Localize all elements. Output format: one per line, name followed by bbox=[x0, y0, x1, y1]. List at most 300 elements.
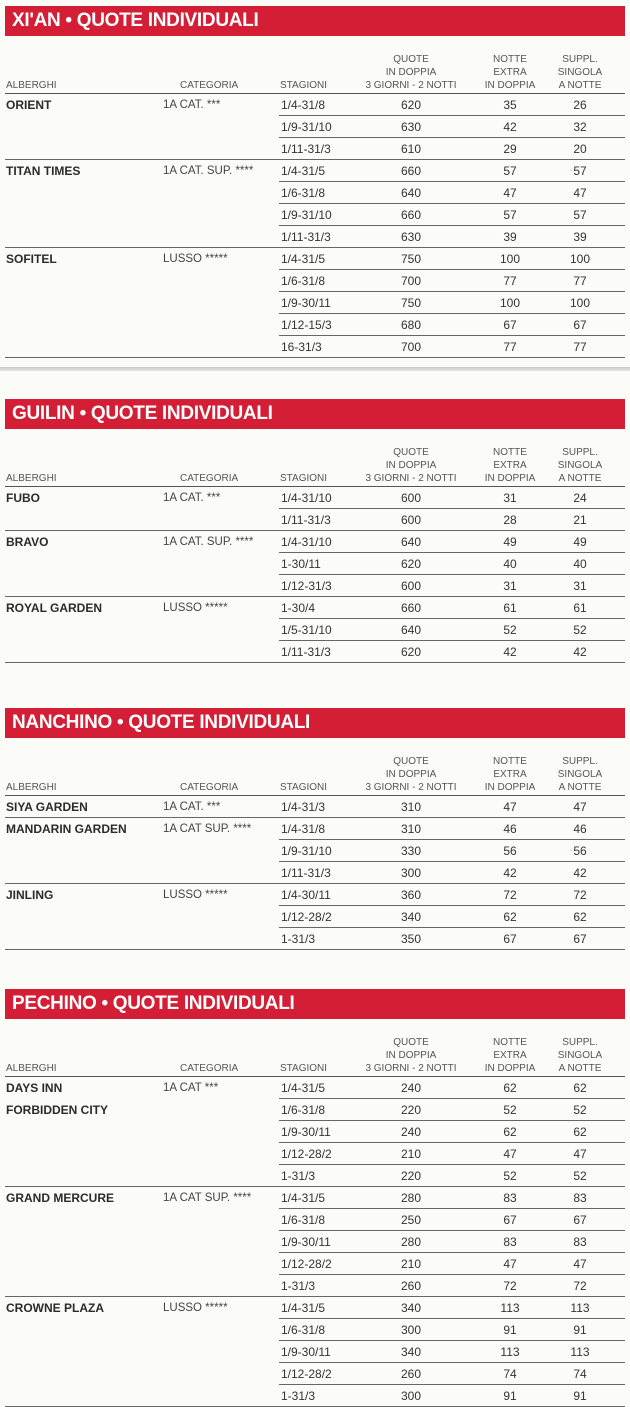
table-row bbox=[5, 906, 625, 928]
hotel-category: 1A CAT. *** bbox=[163, 492, 221, 504]
single-suppl-cell: 47 bbox=[573, 800, 587, 814]
section-title: GUILIN • QUOTE INDIVIDUALI bbox=[5, 399, 625, 429]
season-cell: 1/6-31/8 bbox=[281, 1103, 326, 1117]
header-notte-extra bbox=[480, 1036, 540, 1075]
header-notte-extra-line: IN DOPPIA bbox=[484, 1063, 536, 1074]
extra-night-cell: 49 bbox=[503, 535, 517, 549]
section-title: XI'AN • QUOTE INDIVIDUALI bbox=[5, 6, 625, 36]
table-row bbox=[5, 1231, 625, 1253]
table-row bbox=[5, 1385, 625, 1407]
single-suppl-cell: 62 bbox=[573, 1125, 587, 1139]
season-cell: 1/4-31/3 bbox=[281, 800, 326, 814]
table-row bbox=[5, 1077, 625, 1099]
price-double-cell: 340 bbox=[400, 1345, 422, 1359]
season-cell: 1/11-31/3 bbox=[281, 142, 331, 156]
table-row bbox=[5, 619, 625, 641]
price-double-cell: 600 bbox=[400, 579, 422, 593]
table-row bbox=[5, 138, 625, 160]
extra-night-cell: 47 bbox=[503, 1147, 517, 1161]
single-suppl-cell: 40 bbox=[573, 557, 587, 571]
header-notte-extra-line: IN DOPPIA bbox=[484, 80, 536, 91]
hotel-name: FORBIDDEN CITY bbox=[6, 1103, 108, 1117]
price-double-cell: 660 bbox=[400, 164, 422, 178]
header-suppl-singola bbox=[550, 446, 610, 485]
season-cell: 1/4-31/5 bbox=[281, 164, 326, 178]
header-alberghi-line: ALBERGHI bbox=[6, 473, 57, 484]
extra-night-cell: 67 bbox=[503, 1213, 517, 1227]
hotel-category: LUSSO ***** bbox=[163, 889, 228, 901]
season-cell: 1/6-31/8 bbox=[281, 1213, 326, 1227]
hotel-name: SOFITEL bbox=[6, 252, 57, 266]
hotel-name: DAYS INN bbox=[6, 1081, 63, 1095]
table-row bbox=[5, 1099, 625, 1121]
header-notte-extra-line: EXTRA bbox=[493, 769, 527, 780]
table-row bbox=[5, 1275, 625, 1297]
extra-night-cell: 113 bbox=[500, 1345, 520, 1359]
season-cell: 1-31/3 bbox=[281, 1279, 316, 1293]
price-double-cell: 310 bbox=[400, 800, 422, 814]
price-table-guilin bbox=[5, 399, 625, 663]
price-double-cell: 260 bbox=[400, 1279, 422, 1293]
price-double-cell: 310 bbox=[400, 822, 422, 836]
extra-night-cell: 91 bbox=[503, 1389, 517, 1403]
header-categoria bbox=[180, 781, 238, 794]
single-suppl-cell: 31 bbox=[573, 579, 587, 593]
single-suppl-cell: 83 bbox=[573, 1191, 587, 1205]
table-header bbox=[5, 429, 625, 487]
price-double-cell: 350 bbox=[400, 932, 422, 946]
section-title: NANCHINO • QUOTE INDIVIDUALI bbox=[5, 708, 625, 738]
price-double-cell: 660 bbox=[400, 601, 422, 615]
price-double-cell: 640 bbox=[400, 623, 422, 637]
table-row bbox=[5, 840, 625, 862]
row-rule bbox=[5, 949, 625, 950]
extra-night-cell: 83 bbox=[503, 1191, 517, 1205]
header-notte-extra bbox=[480, 755, 540, 794]
table-row bbox=[5, 1143, 625, 1165]
extra-night-cell: 74 bbox=[503, 1367, 517, 1381]
price-double-cell: 220 bbox=[400, 1169, 422, 1183]
single-suppl-cell: 24 bbox=[573, 491, 587, 505]
hotel-category: 1A CAT. SUP. **** bbox=[163, 536, 254, 548]
header-quote-line: QUOTE bbox=[393, 54, 429, 65]
hotel-category: LUSSO ***** bbox=[163, 1302, 228, 1314]
extra-night-cell: 100 bbox=[499, 296, 521, 310]
single-suppl-cell: 67 bbox=[573, 932, 587, 946]
header-suppl-singola-line: SUPPL. bbox=[562, 54, 598, 65]
extra-night-cell: 57 bbox=[503, 164, 517, 178]
single-suppl-cell: 47 bbox=[573, 186, 587, 200]
price-double-cell: 340 bbox=[400, 910, 422, 924]
table-row bbox=[5, 226, 625, 248]
table-header bbox=[5, 1019, 625, 1077]
season-cell: 1-31/3 bbox=[281, 932, 316, 946]
season-cell: 1/9-31/10 bbox=[281, 120, 332, 134]
header-suppl-singola bbox=[550, 53, 610, 92]
extra-night-cell: 40 bbox=[503, 557, 517, 571]
header-alberghi bbox=[6, 472, 57, 485]
season-cell: 1/9-30/11 bbox=[281, 1345, 331, 1359]
season-cell: 1/9-30/11 bbox=[281, 1125, 331, 1139]
extra-night-cell: 31 bbox=[503, 491, 517, 505]
price-double-cell: 750 bbox=[400, 252, 422, 266]
table-row bbox=[5, 553, 625, 575]
header-quote-line: QUOTE bbox=[393, 756, 429, 767]
season-cell: 1/4-31/5 bbox=[281, 1301, 326, 1315]
price-double-cell: 240 bbox=[400, 1125, 422, 1139]
table-row bbox=[5, 204, 625, 226]
header-stagioni-line: STAGIONI bbox=[280, 782, 328, 793]
table-row bbox=[5, 1297, 625, 1319]
extra-night-cell: 52 bbox=[503, 623, 517, 637]
header-quote-line: QUOTE bbox=[393, 1037, 429, 1048]
header-quote-line: 3 GIORNI - 2 NOTTI bbox=[365, 473, 457, 484]
season-cell: 1/4-31/8 bbox=[281, 98, 326, 112]
season-cell: 1/4-31/10 bbox=[281, 491, 332, 505]
price-table-xian bbox=[5, 6, 625, 358]
hotel-category: LUSSO ***** bbox=[163, 602, 228, 614]
extra-night-cell: 28 bbox=[503, 513, 517, 527]
extra-night-cell: 47 bbox=[503, 1257, 517, 1271]
header-notte-extra bbox=[480, 53, 540, 92]
table-row bbox=[5, 248, 625, 270]
table-row bbox=[5, 1165, 625, 1187]
section-divider bbox=[0, 367, 630, 371]
price-double-cell: 300 bbox=[400, 1389, 422, 1403]
hotel-category: 1A CAT SUP. **** bbox=[163, 1192, 252, 1204]
table-row bbox=[5, 1319, 625, 1341]
single-suppl-cell: 83 bbox=[573, 1235, 587, 1249]
header-stagioni bbox=[280, 472, 327, 485]
season-cell: 1/9-30/11 bbox=[281, 296, 331, 310]
extra-night-cell: 42 bbox=[503, 866, 517, 880]
price-double-cell: 620 bbox=[400, 645, 422, 659]
price-double-cell: 220 bbox=[400, 1103, 422, 1117]
header-suppl-singola-line: SINGOLA bbox=[557, 460, 603, 471]
header-suppl-singola-line: SUPPL. bbox=[562, 1037, 598, 1048]
single-suppl-cell: 72 bbox=[573, 888, 587, 902]
header-quote-line: IN DOPPIA bbox=[385, 460, 437, 471]
hotel-category: 1A CAT SUP. **** bbox=[163, 823, 252, 835]
extra-night-cell: 46 bbox=[503, 822, 517, 836]
header-quote bbox=[361, 446, 461, 485]
header-categoria bbox=[180, 472, 238, 485]
table-row bbox=[5, 1341, 625, 1363]
single-suppl-cell: 52 bbox=[573, 1169, 587, 1183]
row-rule bbox=[5, 357, 625, 358]
header-suppl-singola-line: SUPPL. bbox=[562, 447, 598, 458]
table-header bbox=[5, 738, 625, 796]
header-alberghi bbox=[6, 781, 57, 794]
table-row bbox=[5, 292, 625, 314]
season-cell: 16-31/3 bbox=[281, 340, 322, 354]
season-cell: 1/5-31/10 bbox=[281, 623, 332, 637]
header-notte-extra-line: NOTTE bbox=[493, 54, 527, 65]
single-suppl-cell: 100 bbox=[569, 296, 591, 310]
table-row bbox=[5, 641, 625, 663]
table-row bbox=[5, 928, 625, 950]
price-double-cell: 240 bbox=[400, 1081, 422, 1095]
extra-night-cell: 113 bbox=[500, 1301, 520, 1315]
single-suppl-cell: 52 bbox=[573, 1103, 587, 1117]
table-row bbox=[5, 314, 625, 336]
table-row bbox=[5, 796, 625, 818]
hotel-name: JINLING bbox=[6, 888, 54, 902]
single-suppl-cell: 113 bbox=[570, 1301, 590, 1315]
header-stagioni bbox=[280, 79, 327, 92]
header-suppl-singola-line: SINGOLA bbox=[557, 1050, 603, 1061]
price-double-cell: 680 bbox=[400, 318, 422, 332]
single-suppl-cell: 42 bbox=[573, 645, 587, 659]
header-quote-line: 3 GIORNI - 2 NOTTI bbox=[365, 80, 457, 91]
header-suppl-singola-line: A NOTTE bbox=[558, 782, 602, 793]
extra-night-cell: 47 bbox=[503, 186, 517, 200]
season-cell: 1/12-15/3 bbox=[281, 318, 332, 332]
header-quote-line: IN DOPPIA bbox=[385, 67, 437, 78]
single-suppl-cell: 62 bbox=[573, 1081, 587, 1095]
table-row bbox=[5, 818, 625, 840]
header-categoria-line: CATEGORIA bbox=[180, 473, 239, 484]
header-notte-extra-line: NOTTE bbox=[493, 756, 527, 767]
hotel-name: GRAND MERCURE bbox=[6, 1191, 114, 1205]
hotel-category: LUSSO ***** bbox=[163, 253, 228, 265]
single-suppl-cell: 61 bbox=[573, 601, 587, 615]
extra-night-cell: 47 bbox=[503, 800, 517, 814]
season-cell: 1/12-28/2 bbox=[281, 1367, 332, 1381]
single-suppl-cell: 47 bbox=[573, 1147, 587, 1161]
table-row bbox=[5, 182, 625, 204]
header-categoria bbox=[180, 79, 238, 92]
header-quote-line: IN DOPPIA bbox=[385, 769, 437, 780]
header-notte-extra-line: IN DOPPIA bbox=[484, 782, 536, 793]
header-categoria-line: CATEGORIA bbox=[180, 1063, 239, 1074]
table-row bbox=[5, 1363, 625, 1385]
extra-night-cell: 62 bbox=[503, 1081, 517, 1095]
single-suppl-cell: 67 bbox=[573, 1213, 587, 1227]
single-suppl-cell: 72 bbox=[573, 1279, 587, 1293]
extra-night-cell: 83 bbox=[503, 1235, 517, 1249]
single-suppl-cell: 67 bbox=[573, 318, 587, 332]
price-double-cell: 210 bbox=[400, 1257, 422, 1271]
single-suppl-cell: 49 bbox=[573, 535, 587, 549]
single-suppl-cell: 113 bbox=[570, 1345, 590, 1359]
single-suppl-cell: 52 bbox=[573, 623, 587, 637]
extra-night-cell: 61 bbox=[503, 601, 517, 615]
header-notte-extra-line: EXTRA bbox=[493, 1050, 527, 1061]
header-suppl-singola-line: A NOTTE bbox=[558, 80, 602, 91]
header-stagioni bbox=[280, 1062, 327, 1075]
single-suppl-cell: 62 bbox=[573, 910, 587, 924]
price-double-cell: 620 bbox=[400, 98, 422, 112]
header-quote bbox=[361, 755, 461, 794]
table-row bbox=[5, 531, 625, 553]
single-suppl-cell: 39 bbox=[573, 230, 587, 244]
season-cell: 1/12-28/2 bbox=[281, 1257, 332, 1271]
season-cell: 1/11-31/3 bbox=[281, 230, 331, 244]
extra-night-cell: 42 bbox=[503, 120, 517, 134]
single-suppl-cell: 47 bbox=[573, 1257, 587, 1271]
header-alberghi bbox=[6, 79, 57, 92]
hotel-name: TITAN TIMES bbox=[6, 164, 81, 178]
single-suppl-cell: 77 bbox=[573, 340, 587, 354]
hotel-category: 1A CAT. SUP. **** bbox=[163, 165, 254, 177]
price-double-cell: 300 bbox=[400, 1323, 422, 1337]
extra-night-cell: 35 bbox=[503, 98, 517, 112]
header-quote-line: QUOTE bbox=[393, 447, 429, 458]
single-suppl-cell: 91 bbox=[573, 1323, 587, 1337]
header-quote bbox=[361, 53, 461, 92]
season-cell: 1/6-31/8 bbox=[281, 1323, 326, 1337]
table-row bbox=[5, 597, 625, 619]
season-cell: 1/4-31/10 bbox=[281, 535, 332, 549]
hotel-name: CROWNE PLAZA bbox=[6, 1301, 104, 1315]
extra-night-cell: 52 bbox=[503, 1103, 517, 1117]
single-suppl-cell: 32 bbox=[573, 120, 587, 134]
hotel-category: 1A CAT *** bbox=[163, 1082, 219, 1094]
extra-night-cell: 56 bbox=[503, 844, 517, 858]
table-row bbox=[5, 1209, 625, 1231]
header-alberghi-line: ALBERGHI bbox=[6, 80, 57, 91]
hotel-name: ORIENT bbox=[6, 98, 52, 112]
price-double-cell: 280 bbox=[400, 1191, 422, 1205]
header-alberghi bbox=[6, 1062, 57, 1075]
header-stagioni-line: STAGIONI bbox=[280, 1063, 328, 1074]
extra-night-cell: 39 bbox=[503, 230, 517, 244]
extra-night-cell: 72 bbox=[503, 1279, 517, 1293]
table-row bbox=[5, 116, 625, 138]
price-double-cell: 640 bbox=[400, 186, 422, 200]
season-cell: 1/9-31/10 bbox=[281, 844, 332, 858]
hotel-name: SIYA GARDEN bbox=[6, 800, 88, 814]
header-notte-extra-line: EXTRA bbox=[493, 460, 527, 471]
header-categoria-line: CATEGORIA bbox=[180, 80, 239, 91]
table-header bbox=[5, 36, 625, 94]
price-double-cell: 600 bbox=[400, 513, 422, 527]
extra-night-cell: 29 bbox=[503, 142, 517, 156]
table-row bbox=[5, 1187, 625, 1209]
table-row bbox=[5, 1121, 625, 1143]
single-suppl-cell: 57 bbox=[573, 208, 587, 222]
single-suppl-cell: 100 bbox=[569, 252, 591, 266]
hotel-name: MANDARIN GARDEN bbox=[6, 822, 127, 836]
header-quote-line: 3 GIORNI - 2 NOTTI bbox=[365, 782, 457, 793]
extra-night-cell: 67 bbox=[503, 932, 517, 946]
season-cell: 1/4-31/5 bbox=[281, 252, 326, 266]
header-suppl-singola-line: SINGOLA bbox=[557, 67, 603, 78]
price-double-cell: 340 bbox=[400, 1301, 422, 1315]
header-quote bbox=[361, 1036, 461, 1075]
header-stagioni-line: STAGIONI bbox=[280, 473, 328, 484]
header-notte-extra bbox=[480, 446, 540, 485]
price-double-cell: 640 bbox=[400, 535, 422, 549]
price-double-cell: 750 bbox=[400, 296, 422, 310]
header-notte-extra-line: IN DOPPIA bbox=[484, 473, 536, 484]
hotel-category: 1A CAT. *** bbox=[163, 99, 221, 111]
header-quote-line: 3 GIORNI - 2 NOTTI bbox=[365, 1063, 457, 1074]
season-cell: 1/9-30/11 bbox=[281, 1235, 331, 1249]
price-double-cell: 600 bbox=[400, 491, 422, 505]
header-suppl-singola bbox=[550, 755, 610, 794]
header-suppl-singola-line: SINGOLA bbox=[557, 769, 603, 780]
season-cell: 1-30/4 bbox=[281, 601, 316, 615]
price-double-cell: 210 bbox=[400, 1147, 422, 1161]
extra-night-cell: 77 bbox=[503, 340, 517, 354]
hotel-name: FUBO bbox=[6, 491, 40, 505]
table-row bbox=[5, 487, 625, 509]
price-double-cell: 630 bbox=[400, 120, 422, 134]
price-double-cell: 620 bbox=[400, 557, 422, 571]
season-cell: 1/11-31/3 bbox=[281, 645, 331, 659]
single-suppl-cell: 56 bbox=[573, 844, 587, 858]
table-row bbox=[5, 862, 625, 884]
header-quote-line: IN DOPPIA bbox=[385, 1050, 437, 1061]
header-categoria-line: CATEGORIA bbox=[180, 782, 239, 793]
extra-night-cell: 57 bbox=[503, 208, 517, 222]
season-cell: 1/4-31/5 bbox=[281, 1081, 326, 1095]
season-cell: 1/12-31/3 bbox=[281, 579, 332, 593]
single-suppl-cell: 77 bbox=[573, 274, 587, 288]
price-double-cell: 660 bbox=[400, 208, 422, 222]
table-row bbox=[5, 884, 625, 906]
hotel-name: ROYAL GARDEN bbox=[6, 601, 103, 615]
season-cell: 1-31/3 bbox=[281, 1389, 316, 1403]
season-cell: 1/11-31/3 bbox=[281, 513, 331, 527]
price-double-cell: 700 bbox=[400, 340, 422, 354]
extra-night-cell: 62 bbox=[503, 1125, 517, 1139]
extra-night-cell: 77 bbox=[503, 274, 517, 288]
extra-night-cell: 31 bbox=[503, 579, 517, 593]
extra-night-cell: 62 bbox=[503, 910, 517, 924]
single-suppl-cell: 20 bbox=[573, 142, 587, 156]
table-row bbox=[5, 575, 625, 597]
extra-night-cell: 91 bbox=[503, 1323, 517, 1337]
header-suppl-singola-line: A NOTTE bbox=[558, 473, 602, 484]
extra-night-cell: 52 bbox=[503, 1169, 517, 1183]
header-suppl-singola-line: A NOTTE bbox=[558, 1063, 602, 1074]
header-alberghi-line: ALBERGHI bbox=[6, 1063, 57, 1074]
season-cell: 1/6-31/8 bbox=[281, 274, 326, 288]
price-table-pechino bbox=[5, 989, 625, 1407]
table-row bbox=[5, 509, 625, 531]
season-cell: 1/9-31/10 bbox=[281, 208, 332, 222]
hotel-category: 1A CAT. *** bbox=[163, 801, 221, 813]
price-double-cell: 280 bbox=[400, 1235, 422, 1249]
price-double-cell: 630 bbox=[400, 230, 422, 244]
extra-night-cell: 67 bbox=[503, 318, 517, 332]
season-cell: 1/11-31/3 bbox=[281, 866, 331, 880]
table-row bbox=[5, 1253, 625, 1275]
price-double-cell: 250 bbox=[400, 1213, 422, 1227]
header-suppl-singola-line: SUPPL. bbox=[562, 756, 598, 767]
single-suppl-cell: 91 bbox=[573, 1389, 587, 1403]
price-double-cell: 700 bbox=[400, 274, 422, 288]
season-cell: 1-31/3 bbox=[281, 1169, 316, 1183]
price-double-cell: 300 bbox=[400, 866, 422, 880]
hotel-name: BRAVO bbox=[6, 535, 49, 549]
header-notte-extra-line: NOTTE bbox=[493, 447, 527, 458]
extra-night-cell: 100 bbox=[499, 252, 521, 266]
header-notte-extra-line: NOTTE bbox=[493, 1037, 527, 1048]
season-cell: 1/4-30/11 bbox=[281, 888, 331, 902]
price-double-cell: 610 bbox=[400, 142, 422, 156]
header-stagioni-line: STAGIONI bbox=[280, 80, 328, 91]
price-table-nanchino bbox=[5, 708, 625, 950]
season-cell: 1/4-31/5 bbox=[281, 1191, 326, 1205]
price-double-cell: 330 bbox=[400, 844, 422, 858]
header-alberghi-line: ALBERGHI bbox=[6, 782, 57, 793]
header-categoria bbox=[180, 1062, 238, 1075]
single-suppl-cell: 74 bbox=[573, 1367, 587, 1381]
